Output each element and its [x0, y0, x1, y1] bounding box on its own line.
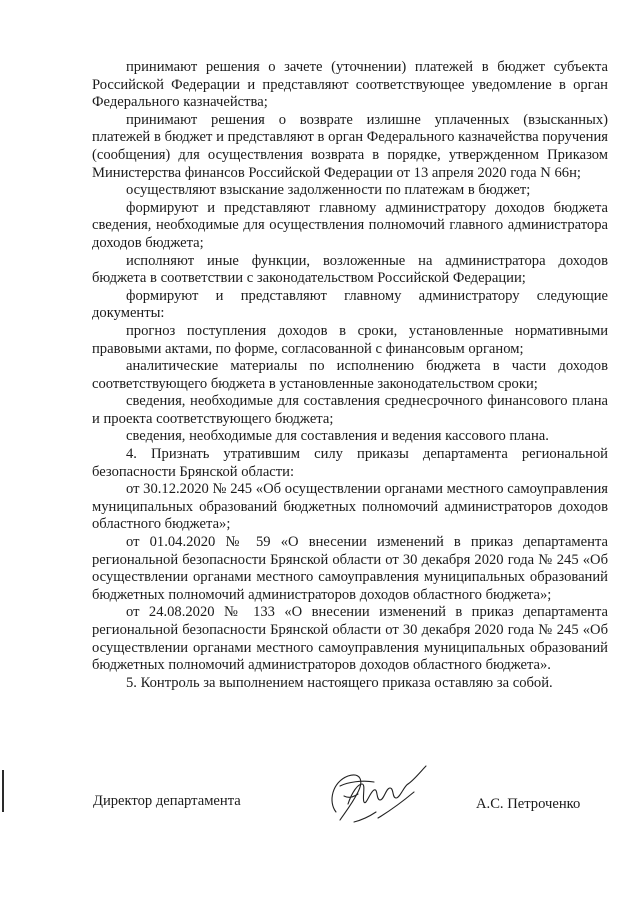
paragraph-report-to-chief-admin: формируют и представляют главному администратору доходов бюджета сведения, необходимые для осуществления полномочий главного администратора доходов бюджета; — [92, 199, 608, 251]
paragraph-revenue-forecast: прогноз поступления доходов в сроки, установленные нормативными правовыми актами, по форме, согласованной с финансовым органом; — [92, 322, 608, 357]
paragraph-item-4: 4. Признать утратившим силу приказы департамента региональной безопасности Брянской области: — [92, 446, 608, 480]
paragraph-debt-collection: осуществляют взыскание задолженности по платежам в бюджет; — [126, 182, 531, 199]
signer-name: А.С. Петроченко — [476, 796, 581, 812]
paragraph-midterm-plan: сведения, необходимые для составления среднесрочного финансового плана и проекта соответствующего бюджета; — [92, 393, 608, 427]
paragraph-order-133: от 24.08.2020 № 133 «О внесении изменений в приказ департамента региональной безопасности Брянской области от 30 декабря 2020 года № 245 «Об осуществлении органами местного самоуправления муниципальных образований бюджетных полномочий администраторов доходов областного бюджета». — [92, 604, 608, 674]
signature-block — [0, 790, 640, 830]
paragraph-item-5: 5. Контроль за выполнением настоящего приказа оставляю за собой. — [126, 674, 553, 691]
signer-title: Директор департамента — [93, 793, 241, 809]
paragraph-other-functions: исполняют иные функции, возложенные на администратора доходов бюджета в соответствии с законодательством Российской Федерации; — [92, 252, 608, 287]
paragraph-refund-decisions: принимают решения о возврате излишне уплаченных (взысканных) платежей в бюджет и представляют в орган Федерального казначейства поручения (сообщения) для осуществления возврата в порядке, утвержденном Приказом Министерства финансов Российской Федерации от 13 апреля 2020 года N 66н; — [92, 111, 608, 181]
paragraph-cash-plan: сведения, необходимые для составления и ведения кассового плана. — [126, 428, 549, 445]
paragraph-analytics: аналитические материалы по исполнению бюджета в части доходов соответствующего бюджета в установленные законодательством сроки; — [92, 358, 608, 392]
document-body — [92, 59, 608, 692]
paragraph-order-245: от 30.12.2020 № 245 «Об осуществлении органами местного самоуправления муниципальных образований бюджетных полномочий администраторов доходов областного бюджета»; — [92, 481, 608, 533]
paragraph-documents-intro: формируют и представляют главному администратору следующие документы: — [92, 287, 608, 322]
paragraph-offset-payments: принимают решения о зачете (уточнении) платежей в бюджет субъекта Российской Федерации и представляют соответствующее уведомление в орган Федерального казначейства; — [92, 59, 608, 111]
paragraph-order-59: от 01.04.2020 № 59 «О внесении изменений в приказ департамента региональной безопасности Брянской области от 30 декабря 2020 года № 245 «Об осуществлении органами местного самоуправления муниципальных образований бюджетных полномочий администраторов доходов областного бюджета»; — [92, 534, 608, 603]
